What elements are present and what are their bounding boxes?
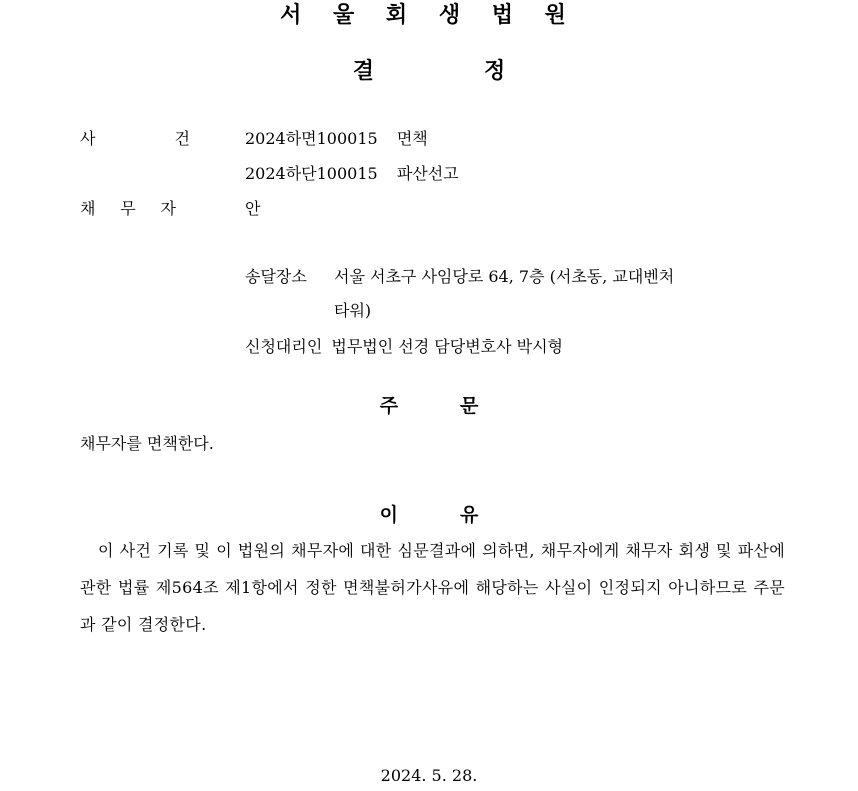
document-type-char: 정 [484,58,506,84]
agent-line [245,334,563,357]
case-name: 면책 [396,129,428,148]
order-title: 주 문 [379,395,479,417]
service-address-line: 타워) [334,301,372,320]
service-address-label: 송달장소 [245,267,307,286]
reason-title: 이 유 [379,504,479,526]
case-name: 파산선고 [396,164,459,183]
case-number: 2024하면100015 [245,129,378,148]
case-number: 2024하단100015 [245,164,378,183]
debtor-name: 안 [245,199,261,218]
agent-value: 법무법인 선경 담당변호사 박시형 [331,337,564,356]
service-address-line: 서울 서초구 사임당로 64, 7층 (서초동, 교대벤처 [334,267,675,286]
decision-date: 2024. 5. 28. [380,766,478,785]
court-name: 서 울 회 생 법 원 [280,2,578,28]
document-type [0,56,858,86]
agent-label: 신청대리인 [245,337,323,356]
order-text: 채무자를 면책한다. [80,434,214,453]
case-label: 사 건 [80,129,190,148]
reason-text: 이 사건 기록 및 이 법원의 채무자에 대한 심문결과에 의하면, 채무자에게 채무자 회생 및 파산에 관한 법률 제564조 제1항에서 정한 면책불허가사유에 해당하는 사실이 인정되지 아니하므로 주문과 같이 결정한다. [80,541,785,634]
debtor-label: 채 무 자 [80,199,176,218]
document-type-char: 결 [352,58,374,84]
case-line [245,161,459,184]
case-line [245,126,428,149]
